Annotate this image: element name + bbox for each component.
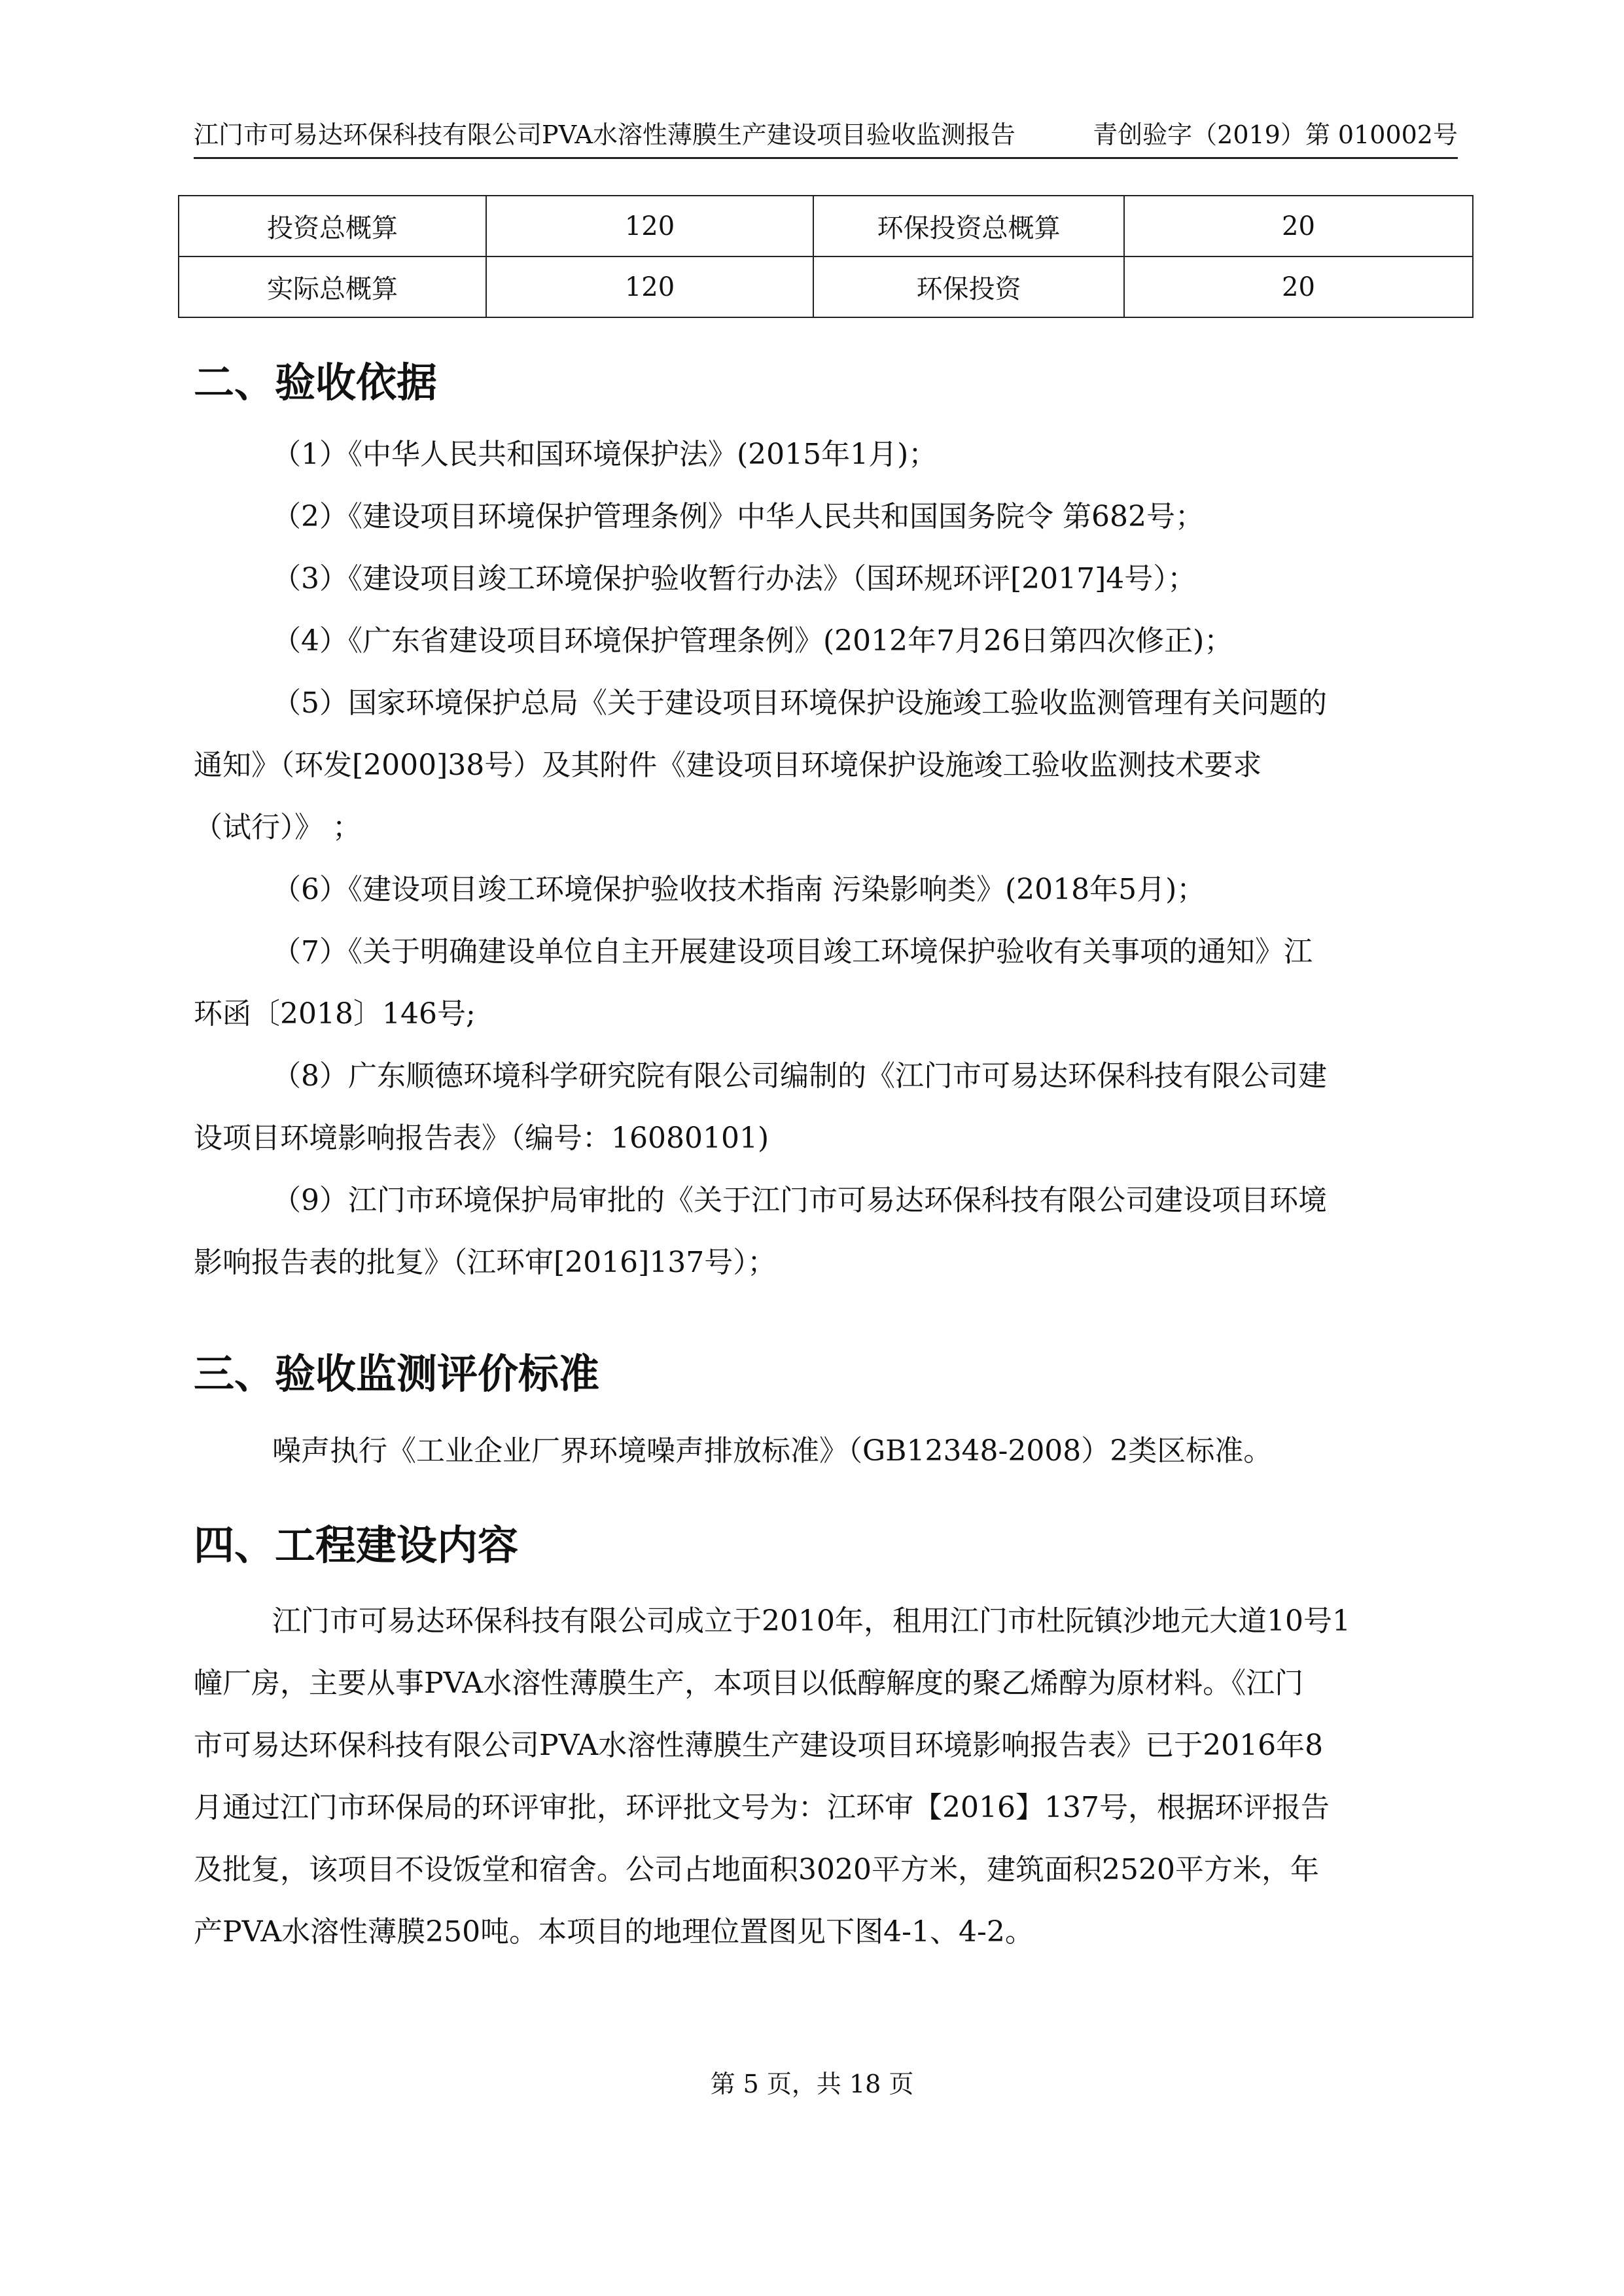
table-cell: 投资总概算 (179, 196, 486, 256)
page-header (194, 116, 1458, 156)
section-2-items (194, 423, 1458, 1294)
header-report-number: 青创验字（2019）第 010002号 (1093, 120, 1458, 149)
paragraph-line: 及批复，该项目不设饭堂和宿舍。公司占地面积3020平方米，建筑面积2520平方米，年 (194, 1853, 1319, 1886)
paragraph-line: 产PVA水溶性薄膜250吨。本项目的地理位置图见下图4-1、4-2。 (194, 1915, 1034, 1949)
list-item-continuation: （试行）》 ； (194, 811, 361, 844)
paragraph-line: 江门市可易达环保科技有限公司成立于2010年，租用江门市杜阮镇沙地元大道10号1 (272, 1604, 1350, 1638)
list-item: （7）《关于明确建设单位自主开展建设项目竣工环境保护验收有关事项的通知》江 (272, 935, 1313, 968)
paragraph-line: 市可易达环保科技有限公司PVA水溶性薄膜生产建设项目环境影响报告表》已于2016年8 (194, 1729, 1324, 1762)
list-item: （8）广东顺德环境科学研究院有限公司编制的《江门市可易达环保科技有限公司建 (272, 1059, 1327, 1093)
header-divider (194, 157, 1458, 159)
header-report-title: 江门市可易达环保科技有限公司PVA水溶性薄膜生产建设项目验收监测报告 (194, 120, 1015, 149)
section-3-body (194, 1420, 1458, 1482)
table-cell: 实际总概算 (179, 256, 486, 317)
section-4-heading: 四、工程建设内容 (194, 1521, 519, 1569)
table-cell: 环保投资总概算 (813, 196, 1124, 256)
paragraph-line: 噪声执行《工业企业厂界环境噪声排放标准》（GB12348-2008）2类区标准。 (272, 1434, 1273, 1468)
list-item-continuation: 通知》（环发[2000]38号）及其附件《建设项目环境保护设施竣工验收监测技术要求 (194, 749, 1262, 782)
section-3-heading: 三、验收监测评价标准 (194, 1350, 600, 1398)
table-cell: 环保投资 (813, 256, 1124, 317)
section-4-body (194, 1590, 1458, 1963)
list-item: （2）《建设项目环境保护管理条例》中华人民共和国国务院令 第682号； (272, 500, 1204, 533)
page-footer: 第 5 页，共 18 页 (710, 2070, 914, 2098)
list-item: （3）《建设项目竣工环境保护验收暂行办法》（国环规环评[2017]4号）； (272, 562, 1197, 595)
table-cell: 120 (486, 196, 813, 256)
paragraph-line: 月通过江门市环保局的环评审批，环评批文号为：江环审【2016】137号，根据环评报告 (194, 1791, 1330, 1824)
table-cell: 20 (1124, 256, 1473, 317)
list-item-continuation: 影响报告表的批复》（江环审[2016]137号）； (194, 1246, 777, 1279)
investment-table (178, 195, 1474, 318)
list-item: （9）江门市环境保护局审批的《关于江门市可易达环保科技有限公司建设项目环境 (272, 1184, 1327, 1217)
list-item: （4）《广东省建设项目环境保护管理条例》(2012年7月26日第四次修正)； (272, 624, 1233, 658)
list-item-continuation: 设项目环境影响报告表》（编号：16080101) (194, 1122, 769, 1155)
table-cell: 120 (486, 256, 813, 317)
list-item: （6）《建设项目竣工环境保护验收技术指南 污染影响类》(2018年5月)； (272, 873, 1206, 906)
list-item-continuation: 环函〔2018〕146号; (194, 997, 476, 1031)
list-item: （1）《中华人民共和国环境保护法》(2015年1月)； (272, 438, 938, 471)
paragraph-line: 幢厂房，主要从事PVA水溶性薄膜生产，本项目以低醇解度的聚乙烯醇为原材料。《江门 (194, 1667, 1304, 1700)
table-cell: 20 (1124, 196, 1473, 256)
section-2-heading: 二、验收依据 (194, 359, 438, 406)
table-row (179, 256, 1473, 317)
list-item: （5）国家环境保护总局《关于建设项目环境保护设施竣工验收监测管理有关问题的 (272, 686, 1327, 720)
table-row (179, 196, 1473, 256)
